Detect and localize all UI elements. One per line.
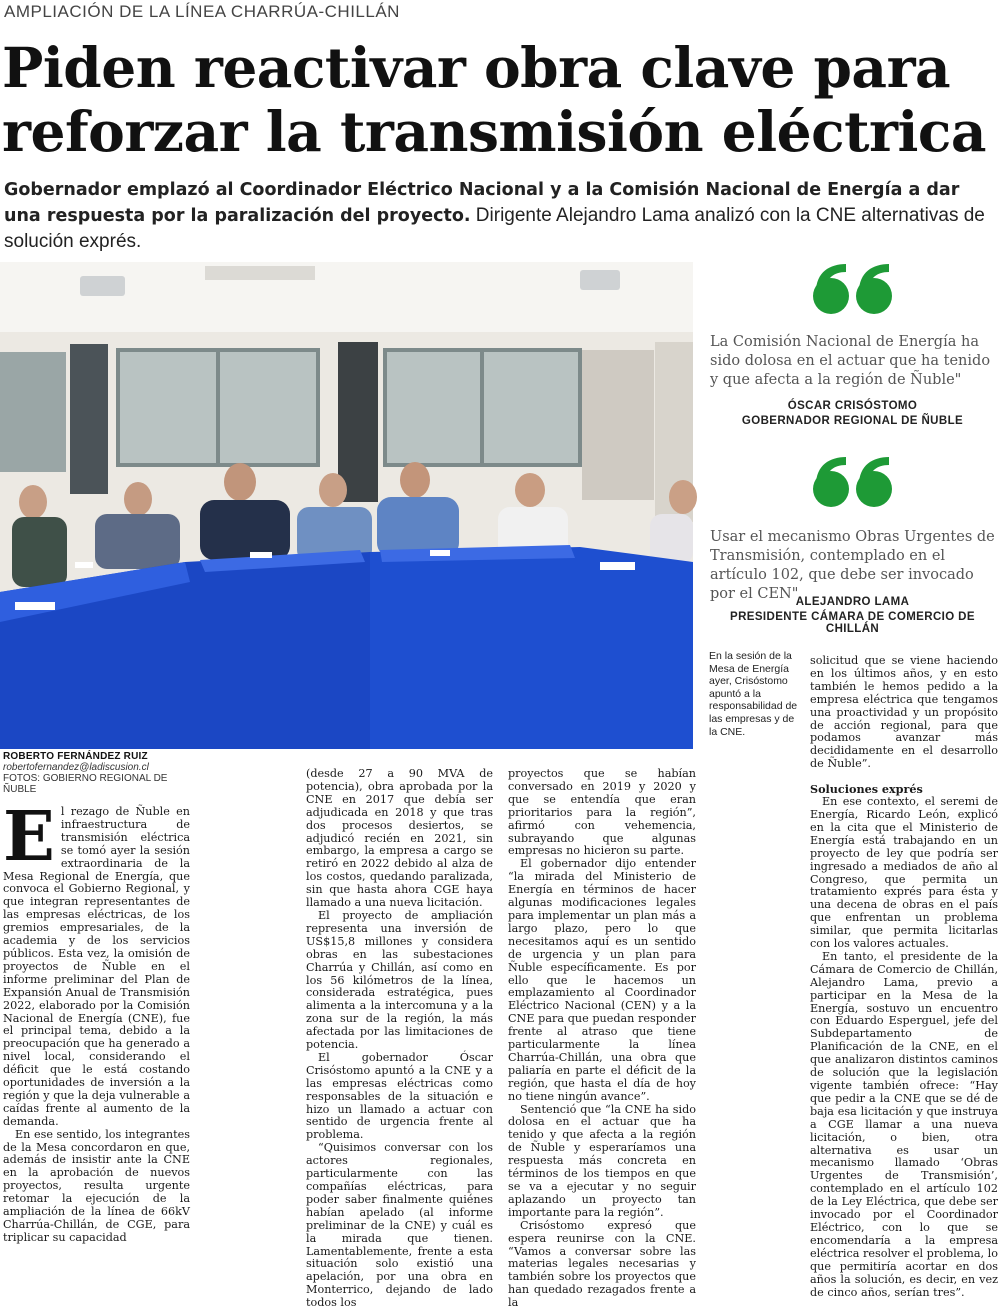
body-paragraph: El gobernador dijo entender “la mirada del Ministerio de Energía en términos de hacer algunas modificaciones legales para implementar un plan más a largo plazo, pero lo que necesitamos aquí es un sentido de urgencia y un plan para Ñuble específicamente. Es por ello que le hacemos un emplazamiento al Coordinador Eléctrico Nacional (CEN) y a la CNE para que puedan responder frente al atraso que tiene particularmente la línea Charrúa-Chillán, una obra que paliaría en parte el déficit de la región, que hasta el día de hoy no tiene ningún avance”. [508, 857, 696, 1103]
deck-regular: Dirigente Alejandro Lama analizó con la CNE alternativas de solución exprés. [4, 205, 985, 252]
quote-mark-icon [808, 455, 898, 515]
article-column-3 [508, 767, 696, 1310]
article-column-2 [306, 767, 493, 1310]
article-column-1 [3, 797, 190, 1244]
body-paragraph: En tanto, el presidente de la Cámara de Comercio de Chillán, Alejandro Lama, previo a participar en la Mesa de la Energía, sostuvo un encuentro con Eduardo Esperguel, jefe del Subdepartamento de Planificación de la CNE, en el que analizaron distintos caminos de solución que la legislación vigente también ofrece: “Hay que pedir a la CNE que se dé de baja esa licitación y que instruya a CGE llamar a una nueva licitación, o bien, otra alternativa es usar un mecanismo llamado ‘Obras Urgentes de Transmisión’, contemplado en el artículo 102 de la Ley Eléctrica, que debe ser invocado por el Coordinador Eléctrico, con lo que se encomendaría a la empresa eléctrica resolver el problema, lo que permitiría acortar en dos años la solución, es decir, en vez de cinco años, serían tres”. [810, 949, 998, 1299]
body-paragraph: Sentenció que “la CNE ha sido dolosa en el actuar que ha tenido y que afecta a la región de Ñuble y esperaríamos una respuesta más concreta en términos de los tiempos en que se va a ejecutar y no seguir aplazando un proyecto tan importante para la región”. [508, 1102, 696, 1219]
quote-2-role: PRESIDENTE CÁMARA DE COMERCIO DE CHILLÁN [730, 611, 975, 635]
photo-caption: En la sesión de la Mesa de Energía ayer, Crisóstomo apuntó a la responsabilidad de las empresas y de la CNE. [709, 650, 798, 738]
body-paragraph: En ese sentido, los integrantes de la Mesa concordaron en que, además de insistir ante la CNE en la aprobación de nuevos proyectos, resulta urgente retomar la ejecución de la ampliación de la línea de 66kV Charrúa-Chillán, de CGE, para triplicar su capacidad [3, 1127, 190, 1244]
body-paragraph: “Quisimos conversar con los actores regionales, particularmente con las compañías eléctricas, para poder saber finalmente quiénes habían apelado (al informe preliminar de la CNE) y cuál es la mirada que tienen. Lamentablemente, frente a esta situación solo existió una apelación, por una obra en Monterrico, dejando de lado todos los [306, 1141, 493, 1310]
quote-1-name: ÓSCAR CRISÓSTOMO [787, 400, 918, 412]
dropcap: E [3, 797, 55, 877]
quote-1-text: La Comisión Nacional de Energía ha sido dolosa en el actuar que ha tenido y que afecta a la región de Ñuble" [710, 334, 991, 388]
byline [3, 751, 173, 795]
deck-bold: Gobernador emplazó al Coordinador Eléctrico Nacional y a la Comisión Nacional de Energía a dar una respuesta por la paralización del proyecto. [4, 180, 960, 226]
quote-mark-icon [808, 262, 898, 322]
body-paragraph: En ese contexto, el seremi de Energía, Ricardo León, explicó en la cita que el Ministerio de Energía está trabajando en un proyecto de ley que podría ser ingresado a mediados de año al Congreso, que permita un tratamiento exprés para ésta y una decena de obras en el país que enfrentan un problema similar, que permita licitarlas con los valores actuales. [810, 795, 998, 951]
deck [4, 177, 996, 255]
body-paragraph: El proyecto de ampliación representa una inversión de US$15,8 millones y considera obras en las subestaciones Charrúa y Chillán, así como en los 56 kilómetros de la línea, considerada estratégica, pues alimenta a la intercomuna y a la zona sur de la región, la más afectada por las limitaciones de potencia. [306, 908, 493, 1052]
quote-1-role: GOBERNADOR REGIONAL DE ÑUBLE [741, 415, 964, 427]
meeting-photo-illustration [0, 262, 693, 749]
section-kicker: AMPLIACIÓN DE LA LÍNEA CHARRÚA-CHILLÁN [4, 2, 400, 21]
headline [2, 36, 998, 164]
body-paragraph: (desde 27 a 90 MVA de potencia), obra aprobada por la CNE en 2017 que debía ser adjudicada en 2018 y que tras dos procesos desiertos, se adjudicó recién en 2021, sin embargo, la empresa a cargo se retiró en 2022 debido al alza de los costos, quedando paralizada, sin que hasta ahora CGE haya llamado a una nueva licitación. [306, 767, 493, 910]
photo-credit: FOTOS: GOBIERNO REGIONAL DE ÑUBLE [3, 773, 168, 795]
byline-email: robertofernandez@ladiscusion.cl [3, 762, 149, 773]
subheading: Soluciones exprés [810, 782, 923, 797]
quote-2-text: Usar el mecanismo Obras Urgentes de Transmisión, contemplado en el artículo 102, que debe ser invocado por el CEN" [710, 529, 995, 602]
byline-author: ROBERTO FERNÁNDEZ RUIZ [3, 751, 148, 762]
body-paragraph: solicitud que se viene haciendo en los últimos años, y en esto también le hemos pedido a la empresa eléctrica que tengamos una proactividad y un propósito de acción regional, para que podamos avanzar más decididamente en el desarrollo de Ñuble”. [810, 654, 998, 771]
body-paragraph: Crisóstomo expresó que espera reunirse con la CNE. “Vamos a conversar sobre las materias legales necesarias y también sobre los proyectos que han quedado rezagados frente a la [508, 1218, 696, 1310]
quote-2-name: ALEJANDRO LAMA [795, 596, 910, 608]
body-paragraph: proyectos que se habían conversado en 2019 y 2020 y que se entendía que eran prioritarios para la región”, afirmó con vehemencia, subrayando que algunas empresas no hicieron su parte. [508, 767, 696, 858]
headline-line-1: Piden reactivar obra clave para [2, 35, 951, 100]
article-column-4 [810, 654, 998, 1299]
meeting-photo [0, 262, 693, 749]
body-paragraph: l rezago de Ñuble en infraestructura de transmisión eléctrica se tomó ayer la sesión extraordinaria de la Mesa Regional de Energía, que convoca el Gobierno Regional, y que integran representantes de las empresas eléctricas, de los gremios empresariales, de la academia y de los servicios públicos. Esta vez, la omisión de proyectos de Ñuble en el informe preliminar del Plan de Expansión Anual de Transmisión 2022, elaborado por la Comisión Nacional de Energía (CNE), fue el principal tema, debido a la preocupación que ha generado a nivel local, considerando el déficit que le está costando oportunidades de inversión a la región y que la deja vulnerable a caídas frente al aumento de la demanda. [3, 805, 190, 1128]
headline-line-2: reforzar la transmisión eléctrica [2, 99, 986, 164]
body-paragraph: El gobernador Óscar Crisóstomo apuntó a la CNE y a las empresas eléctricas como responsables de la situación e hizo un llamado a actuar con sentido de urgencia frente al problema. [306, 1050, 493, 1142]
